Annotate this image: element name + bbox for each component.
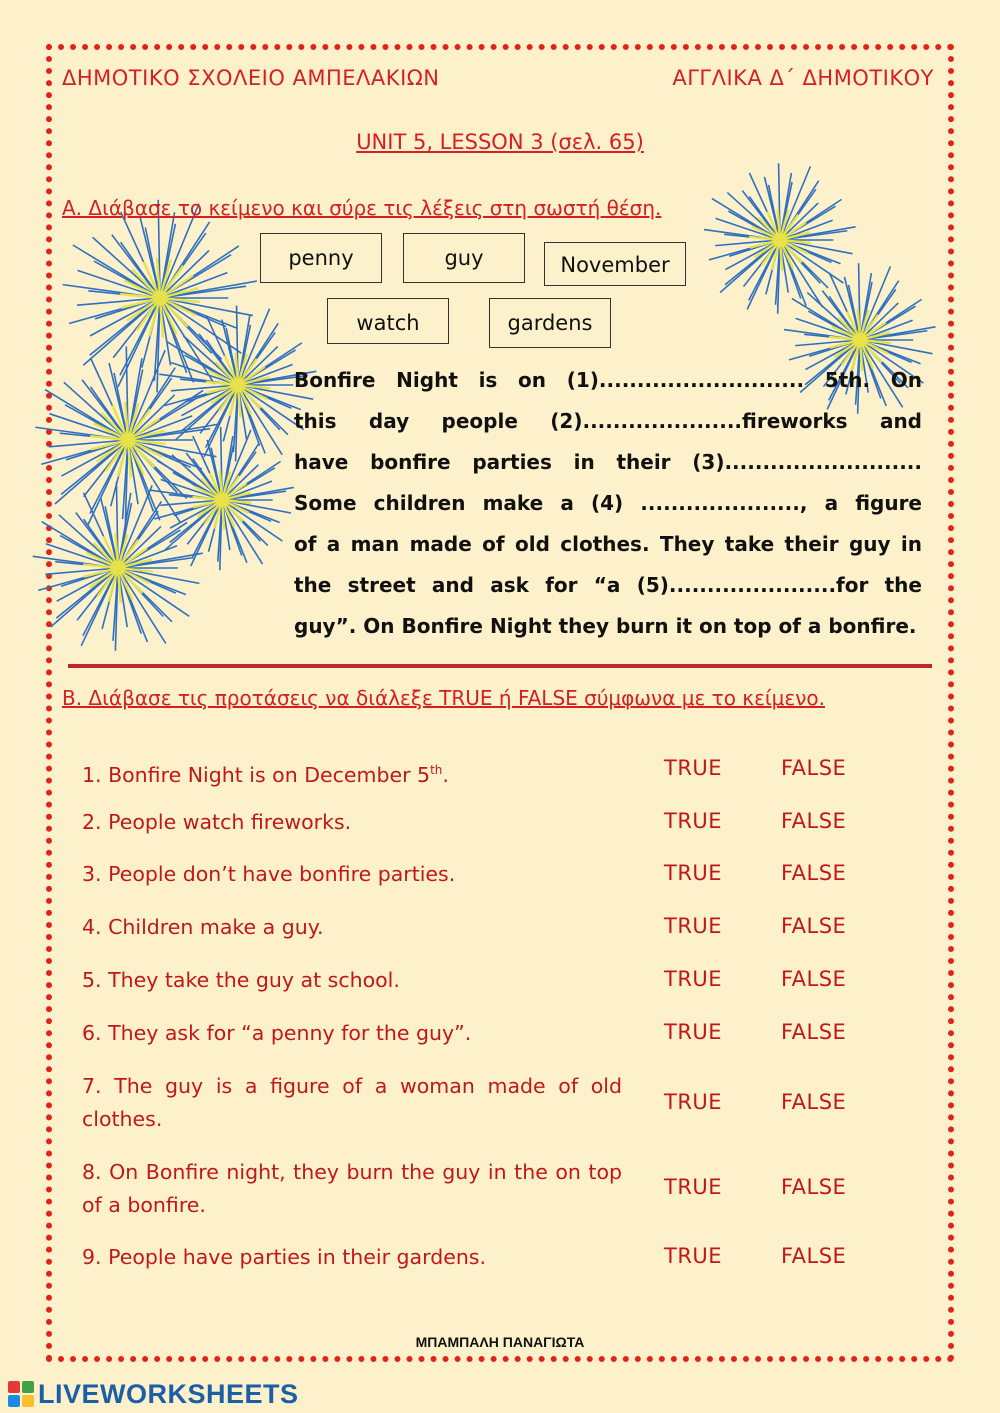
true-option-9[interactable]: TRUE xyxy=(664,1244,723,1268)
false-option-9[interactable]: FALSE xyxy=(781,1244,847,1268)
firework-burst-icon xyxy=(22,472,214,664)
true-option-8[interactable]: TRUE xyxy=(664,1175,723,1199)
true-option-2[interactable]: TRUE xyxy=(664,809,723,833)
question-2: 2. People watch fireworks. xyxy=(82,810,352,834)
false-option-7[interactable]: FALSE xyxy=(781,1090,847,1114)
word-tile-penny[interactable]: penny xyxy=(260,233,382,283)
false-option-1[interactable]: FALSE xyxy=(781,756,847,780)
passage-line[interactable]: guy”. On Bonfire Night they burn it on top of a bonfire. xyxy=(294,614,917,638)
true-option-1[interactable]: TRUE xyxy=(664,756,723,780)
section-a-instruction: Α. Διάβασε το κείμενο και σύρε τις λέξεις στη σωστή θέση. xyxy=(62,196,662,220)
question-7: 7. The guy is a figure of a woman made of old clothes. xyxy=(82,1074,622,1131)
liveworksheets-brand[interactable] xyxy=(8,1380,299,1408)
class-name: ΑΓΓΛΙΚΑ Δ΄ ΔΗΜΟΤΙΚΟΥ xyxy=(672,66,934,90)
passage-line[interactable]: of a man made of old clothes. They take their guy in xyxy=(294,532,922,556)
false-option-3[interactable]: FALSE xyxy=(781,861,847,885)
word-tile-guy[interactable]: guy xyxy=(403,233,525,283)
false-option-8[interactable]: FALSE xyxy=(781,1175,847,1199)
true-option-5[interactable]: TRUE xyxy=(664,967,723,991)
true-option-3[interactable]: TRUE xyxy=(664,861,723,885)
false-option-2[interactable]: FALSE xyxy=(781,809,847,833)
brand-text: LIVEWORKSHEETS xyxy=(38,1378,299,1409)
question-4: 4. Children make a guy. xyxy=(82,915,324,939)
false-option-4[interactable]: FALSE xyxy=(781,914,847,938)
question-1: 1. Bonfire Night is on December 5th. xyxy=(82,762,449,787)
reading-passage xyxy=(294,360,922,647)
author-name: ΜΠΑΜΠΑΛΗ ΠΑΝΑΓΙΩΤΑ xyxy=(415,1334,585,1350)
section-b-instruction: Β. Διάβασε τις προτάσεις να διάλεξε TRUE ή FALSE σύμφωνα με το κείμενο. xyxy=(62,686,825,710)
word-tile-watch[interactable]: watch xyxy=(327,298,449,344)
question-5: 5. They take the guy at school. xyxy=(82,968,400,992)
word-tile-november[interactable]: November xyxy=(544,242,686,286)
unit-title: UNIT 5, LESSON 3 (σελ. 65) xyxy=(356,130,644,154)
passage-line[interactable]: the street and ask for “a (5)......................for the xyxy=(294,573,922,597)
question-3: 3. People don’t have bonfire parties. xyxy=(82,862,456,886)
false-option-6[interactable]: FALSE xyxy=(781,1020,847,1044)
true-option-6[interactable]: TRUE xyxy=(664,1020,723,1044)
question-9: 9. People have parties in their gardens. xyxy=(82,1245,487,1269)
liveworksheets-logo-icon xyxy=(8,1381,34,1407)
passage-line[interactable]: Bonfire Night is on (1)........................... 5th. On xyxy=(294,368,922,392)
passage-line[interactable]: Some children make a (4) ....................., a figure xyxy=(294,491,922,515)
true-option-7[interactable]: TRUE xyxy=(664,1090,723,1114)
false-option-5[interactable]: FALSE xyxy=(781,967,847,991)
question-8: 8. On Bonfire night, they burn the guy in the on top of a bonfire. xyxy=(82,1160,622,1217)
word-tile-gardens[interactable]: gardens xyxy=(489,298,611,348)
passage-line[interactable]: have bonfire parties in their (3).......................... xyxy=(294,450,922,474)
question-6: 6. They ask for “a penny for the guy”. xyxy=(82,1021,472,1045)
passage-line[interactable]: this day people (2).....................fireworks and xyxy=(294,409,922,433)
section-divider xyxy=(68,664,932,668)
true-option-4[interactable]: TRUE xyxy=(664,914,723,938)
school-name: ΔΗΜΟΤΙΚΟ ΣΧΟΛΕΙΟ ΑΜΠΕΛΑΚΙΩΝ xyxy=(62,66,440,90)
